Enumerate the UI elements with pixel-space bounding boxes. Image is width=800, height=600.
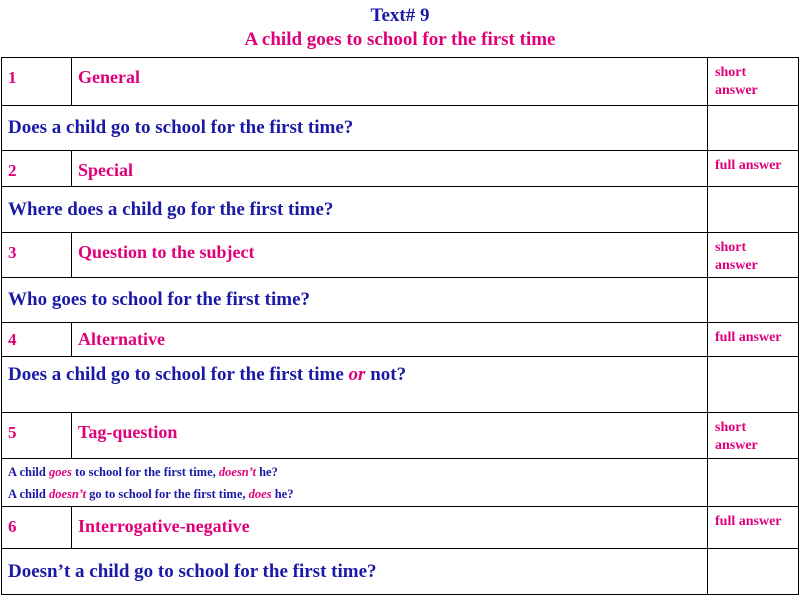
question-type-label: Interrogative-negative (72, 507, 708, 549)
row-number: 4 (2, 323, 72, 357)
row-number: 1 (2, 58, 72, 106)
question-type-row (2, 507, 799, 549)
empty-cell (708, 459, 799, 507)
question-text: Who goes to school for the first time? (2, 278, 708, 323)
question-row (2, 278, 799, 323)
tag-question-texts (2, 459, 708, 507)
answer-type: full answer (708, 323, 799, 357)
text-title: A child goes to school for the first time (244, 29, 556, 50)
tag-question-line-2: A child doesn’t go to school for the first time, does he? (8, 487, 294, 501)
slide-title (0, 0, 800, 57)
answer-type: short answer (708, 58, 799, 106)
question-types-table (1, 57, 799, 595)
empty-cell (708, 357, 799, 413)
text-number-title: Text# 9 (370, 5, 430, 26)
question-type-row (2, 58, 799, 106)
empty-cell (708, 549, 799, 595)
answer-type: short answer (708, 233, 799, 278)
answer-type: full answer (708, 151, 799, 187)
question-row (2, 106, 799, 151)
empty-cell (708, 278, 799, 323)
question-type-label: Special (72, 151, 708, 187)
question-type-label: Alternative (72, 323, 708, 357)
question-row (2, 357, 799, 413)
question-text: Doesn’t a child go to school for the first time? (2, 549, 708, 595)
question-row (2, 459, 799, 507)
question-type-label: Question to the subject (72, 233, 708, 278)
question-text: Does a child go to school for the first time or not? (2, 357, 708, 413)
answer-type: short answer (708, 413, 799, 459)
answer-type: full answer (708, 507, 799, 549)
question-type-row (2, 323, 799, 357)
question-text: Where does a child go for the first time? (2, 187, 708, 233)
row-number: 5 (2, 413, 72, 459)
row-number: 3 (2, 233, 72, 278)
tag-question-line-1: A child goes to school for the first time, doesn’t he? (8, 465, 278, 479)
row-number: 6 (2, 507, 72, 549)
question-type-label: General (72, 58, 708, 106)
row-number: 2 (2, 151, 72, 187)
question-type-row (2, 233, 799, 278)
question-type-label: Tag-question (72, 413, 708, 459)
question-type-row (2, 151, 799, 187)
question-row (2, 187, 799, 233)
question-row (2, 549, 799, 595)
empty-cell (708, 187, 799, 233)
question-type-row (2, 413, 799, 459)
emphasis-or: or (348, 364, 366, 385)
question-text: Does a child go to school for the first time? (2, 106, 708, 151)
empty-cell (708, 106, 799, 151)
